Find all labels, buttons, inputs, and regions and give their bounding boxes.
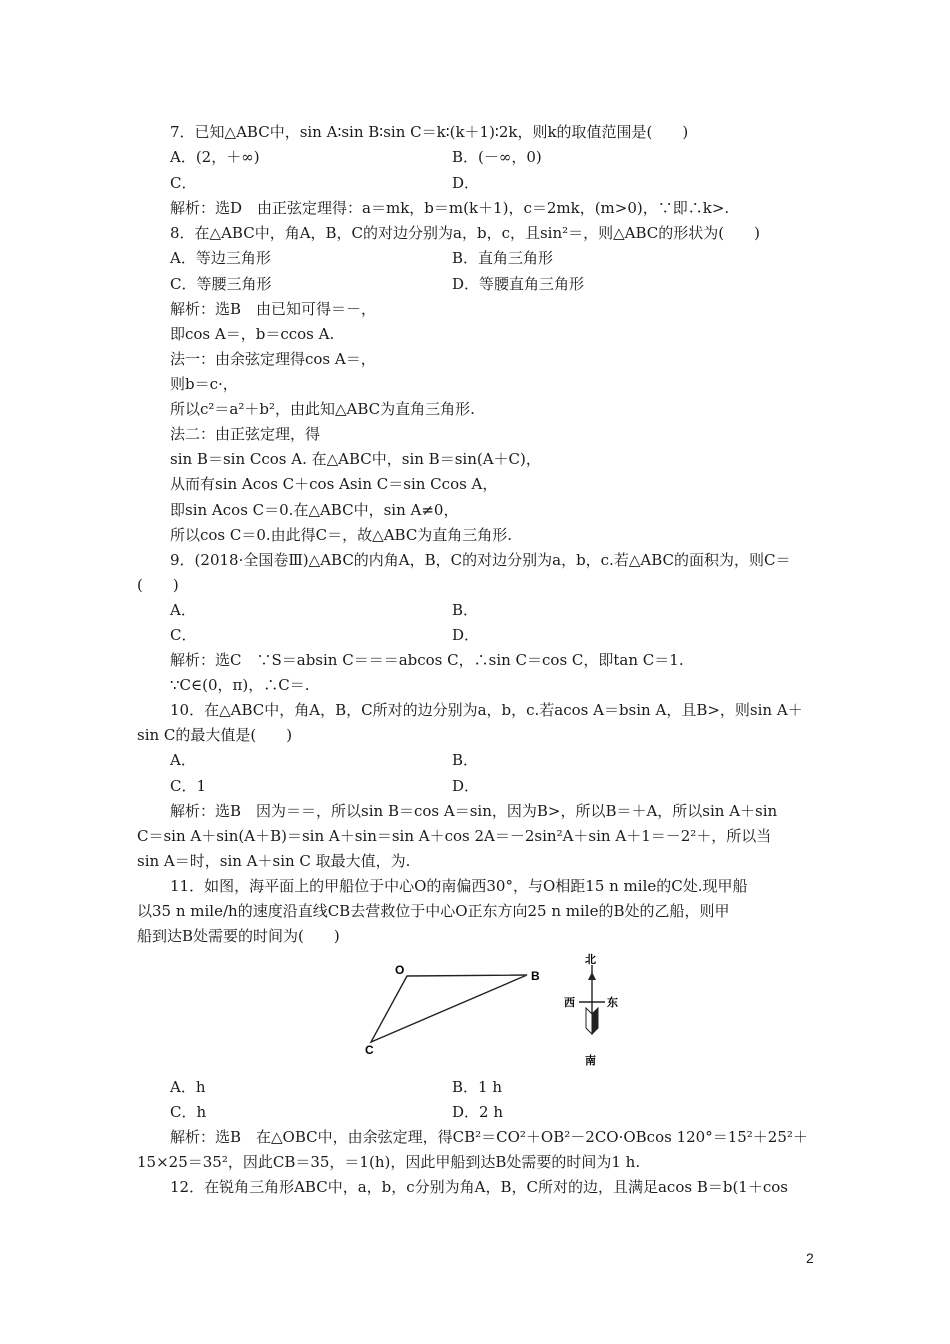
q9-option-b: B． [452, 601, 479, 619]
q10-option-c: C．1 [170, 777, 207, 795]
label-b: B [531, 969, 540, 983]
q7-option-d: D． [452, 174, 480, 192]
q11-option-c: C．h [170, 1103, 207, 1121]
q9-option-c: C． [170, 626, 197, 644]
q8-option-d: D．等腰直角三角形 [452, 275, 585, 293]
q9-option-d: D． [452, 626, 480, 644]
q7-option-b: B．(－∞，0) [452, 148, 542, 166]
q11-option-d: D．2 h [452, 1103, 503, 1121]
q7-option-a: A．(2，＋∞) [170, 148, 260, 166]
q11-option-b: B．1 h [452, 1078, 502, 1096]
q10-option-b: B． [452, 751, 479, 769]
q7-option-c: C． [170, 174, 197, 192]
q10-option-a: A． [170, 751, 196, 769]
q8-option-b: B．直角三角形 [452, 249, 554, 267]
label-east: 东 [607, 997, 618, 1009]
label-c: C [365, 1043, 374, 1057]
q10-option-d: D． [452, 777, 480, 795]
q11-figure [355, 950, 635, 1070]
q8-option-c: C．等腰三角形 [170, 275, 272, 293]
label-o: O [395, 963, 405, 977]
q11-option-a: A．h [170, 1078, 206, 1096]
q9-option-a: A． [170, 601, 196, 619]
label-west: 西 [564, 997, 575, 1009]
compass-icon [579, 965, 605, 1034]
q8-option-a: A．等边三角形 [170, 249, 271, 267]
page-number: 2 [806, 1250, 814, 1266]
label-south: 南 [585, 1055, 596, 1067]
label-north: 北 [585, 954, 596, 966]
triangle-obc [371, 975, 527, 1042]
